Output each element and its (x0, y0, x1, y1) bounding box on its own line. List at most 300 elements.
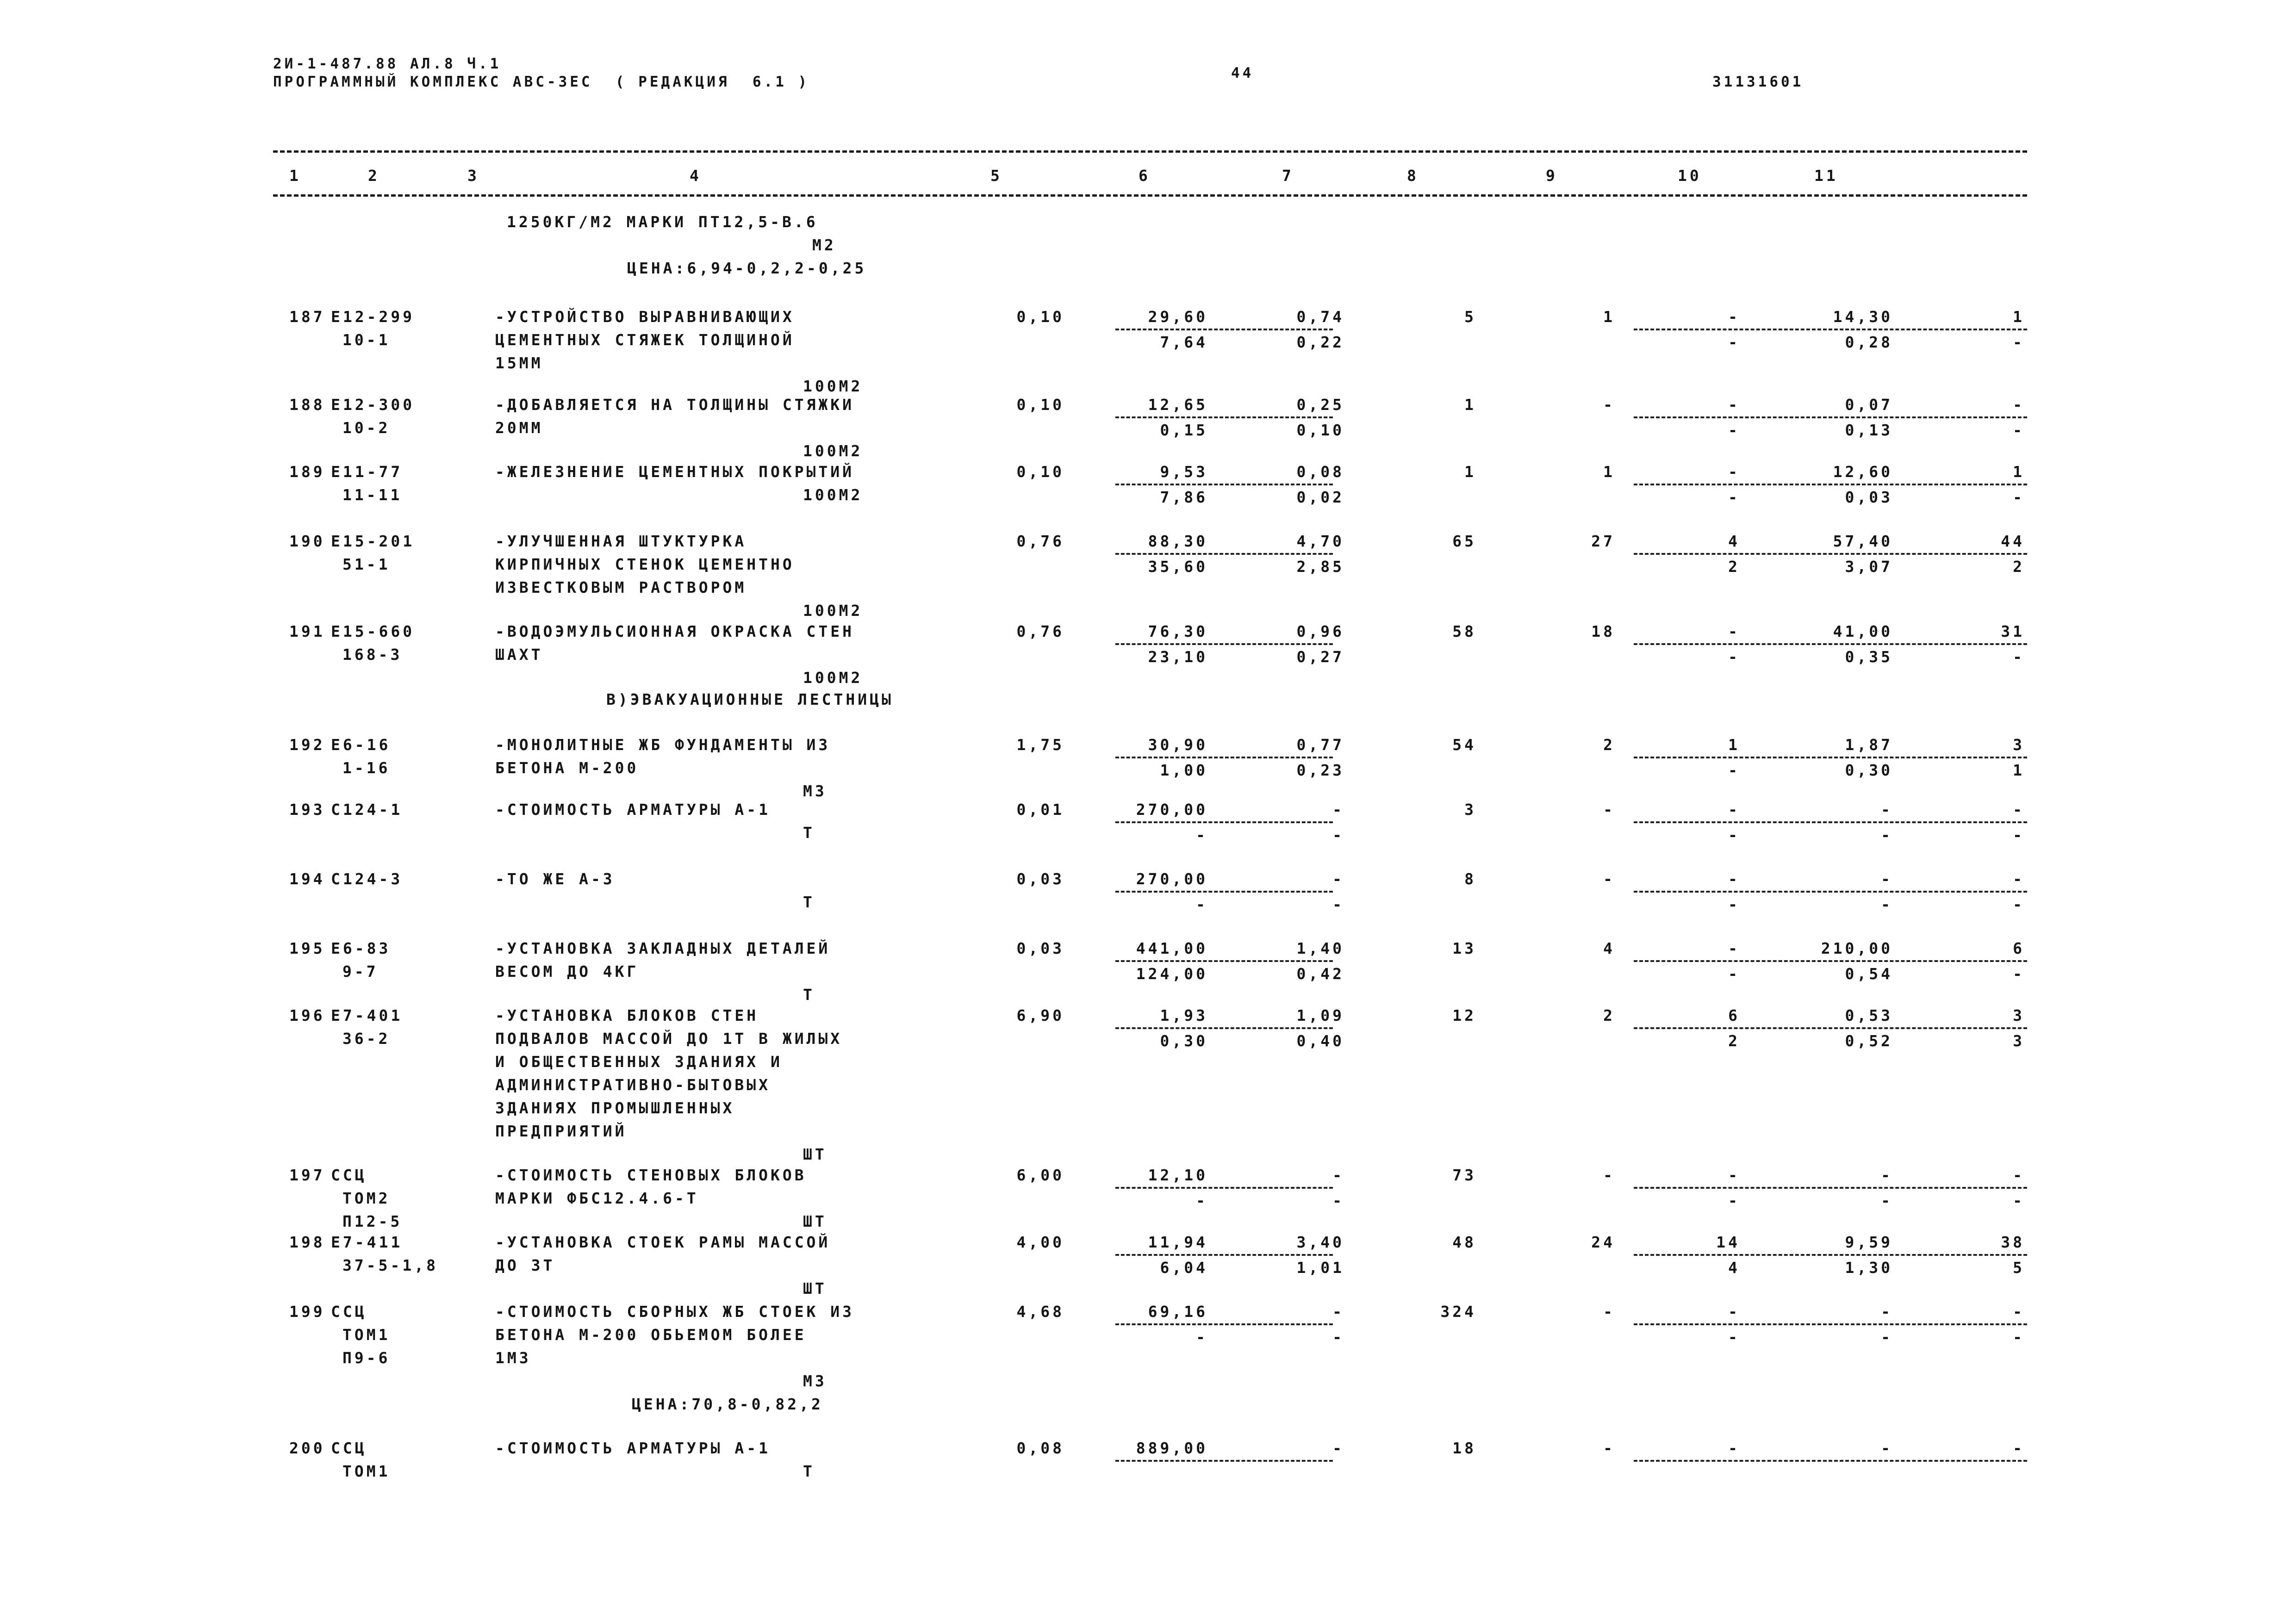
cell-unit-cost-lower: - (1196, 826, 1208, 844)
value-separator-rule (1115, 1323, 1333, 1325)
cell-unit-cost-lower: - (1196, 1328, 1208, 1346)
row-description-line: -ТО ЖЕ А-3 (495, 870, 615, 888)
row-code-sub: 1-16 (342, 759, 391, 777)
cell-quantity: 0,10 (1016, 308, 1064, 326)
cell-labour-unit-lower: 0,35 (1845, 648, 1893, 666)
row-description-line: -СТОИМОСТЬ СТЕНОВЫХ БЛОКОВ (495, 1166, 807, 1184)
cell-machine-wages: 4 (1728, 532, 1740, 550)
row-code-sub: 11-11 (342, 486, 403, 504)
cell-labour-total: 44 (2001, 532, 2025, 550)
value-separator-rule (1634, 1460, 2027, 1462)
cell-machine-wages: - (1728, 801, 1740, 819)
row-unit: М3 (803, 782, 827, 800)
row-code-sub: 51-1 (342, 555, 391, 573)
cell-labour-unit: 0,53 (1845, 1006, 1893, 1024)
cell-unit-cost: 88,30 (1148, 532, 1208, 550)
doc-header-line1: 2И-1-487.88 АЛ.8 Ч.1 (273, 56, 502, 72)
row-number: 189 (289, 463, 325, 481)
row-description-line: 15ММ (495, 354, 543, 372)
row-code: Е15-660 (331, 622, 415, 640)
cell-total-cost: 65 (1452, 532, 1476, 550)
cell-machine-wages-lower: - (1728, 826, 1740, 844)
row-number: 199 (289, 1303, 325, 1321)
value-separator-rule (1634, 1027, 2027, 1029)
cell-labour-unit: 1,87 (1845, 736, 1893, 754)
cell-machine-wages-lower: - (1728, 965, 1740, 983)
value-separator-rule (1634, 1254, 2027, 1256)
cell-quantity: 0,03 (1016, 870, 1064, 888)
row-number: 195 (289, 939, 325, 957)
cell-wage-cost: 3,40 (1296, 1233, 1344, 1251)
cell-unit-cost: 441,00 (1136, 939, 1208, 957)
cell-wage-cost: - (1332, 1166, 1344, 1184)
cell-machine-wages-lower: 4 (1728, 1259, 1740, 1277)
row-description-line: -УСТАНОВКА БЛОКОВ СТЕН (495, 1006, 759, 1024)
cell-labour-total-lower: - (2013, 421, 2025, 439)
cell-total-cost: 5 (1464, 308, 1476, 326)
cell-labour-total: 3 (2013, 736, 2025, 754)
cell-wage-cost: - (1332, 1439, 1344, 1457)
value-separator-rule (1115, 891, 1333, 893)
cell-labour-unit-lower: 0,03 (1845, 488, 1893, 506)
row-code: Е6-16 (331, 736, 391, 754)
value-separator-rule (1634, 821, 2027, 823)
cell-machine-wages: - (1728, 1166, 1740, 1184)
row-description-line: ПОДВАЛОВ МАССОЙ ДО 1Т В ЖИЛЫХ (495, 1030, 843, 1048)
row-description-line: ДО 3Т (495, 1256, 555, 1274)
cell-wage-cost-lower: 0,40 (1296, 1032, 1344, 1050)
row-price-note: ЦЕНА:70,8-0,82,2 (632, 1395, 823, 1413)
cell-unit-cost: 270,00 (1136, 870, 1208, 888)
cell-labour-total-lower: - (2013, 333, 2025, 351)
row-description-line: ВЕСОМ ДО 4КГ (495, 962, 639, 981)
row-description-line: -ВОДОЭМУЛЬСИОННАЯ ОКРАСКА СТЕН (495, 622, 855, 640)
row-unit: ШТ (803, 1279, 827, 1297)
cell-machine-wages: - (1728, 396, 1740, 414)
cell-labour-total-lower: - (2013, 895, 2025, 913)
cell-unit-cost: 11,94 (1148, 1233, 1208, 1251)
value-separator-rule (1115, 416, 1333, 418)
cell-unit-cost: 12,10 (1148, 1166, 1208, 1184)
row-unit: Т (803, 1462, 815, 1480)
cell-wages-total: 1 (1603, 463, 1615, 481)
cell-machine-wages: - (1728, 463, 1740, 481)
row-number: 190 (289, 532, 325, 550)
cell-unit-cost: 270,00 (1136, 801, 1208, 819)
cell-labour-unit: - (1881, 870, 1893, 888)
value-separator-rule (1115, 1187, 1333, 1189)
header-bottom-rule (273, 194, 2027, 197)
cell-labour-unit-lower: 0,54 (1845, 965, 1893, 983)
cell-unit-cost: 12,65 (1148, 396, 1208, 414)
cell-quantity: 4,00 (1016, 1233, 1064, 1251)
cell-labour-unit-lower: 0,30 (1845, 761, 1893, 779)
cell-labour-unit: 14,30 (1833, 308, 1893, 326)
cell-total-cost: 1 (1464, 463, 1476, 481)
value-separator-rule (1634, 757, 2027, 758)
value-separator-rule (1634, 960, 2027, 962)
value-separator-rule (1634, 891, 2027, 893)
cell-total-cost: 12 (1452, 1006, 1476, 1024)
cell-labour-total-lower: - (2013, 965, 2025, 983)
cell-machine-wages-lower: - (1728, 1192, 1740, 1210)
row-description-line: КИРПИЧНЫХ СТЕНОК ЦЕМЕНТНО (495, 555, 795, 573)
cell-labour-total: 1 (2013, 463, 2025, 481)
cell-wage-cost: - (1332, 1303, 1344, 1321)
row-description-line: 1М3 (495, 1349, 531, 1367)
cell-labour-unit: - (1881, 1303, 1893, 1321)
row-number: 187 (289, 308, 325, 326)
row-code: Е11-77 (331, 463, 403, 481)
cell-wage-cost: 0,74 (1296, 308, 1344, 326)
cell-quantity: 0,08 (1016, 1439, 1064, 1457)
cell-labour-total-lower: - (2013, 1328, 2025, 1346)
cell-labour-total: - (2013, 1303, 2025, 1321)
cell-machine-wages-lower: - (1728, 761, 1740, 779)
row-description-line: -ЖЕЛЕЗНЕНИЕ ЦЕМЕНТНЫХ ПОКРЫТИЙ (495, 463, 855, 481)
cell-quantity: 0,76 (1016, 622, 1064, 640)
cell-unit-cost-lower: 0,30 (1160, 1032, 1208, 1050)
cell-wages-total: 27 (1591, 532, 1615, 550)
row-unit: 100М2 (803, 602, 863, 620)
row-unit: ШТ (803, 1145, 827, 1163)
row-description-line: АДМИНИСТРАТИВНО-БЫТОВЫХ (495, 1076, 771, 1094)
cell-wage-cost-lower: 0,27 (1296, 648, 1344, 666)
cell-labour-total-lower: 5 (2013, 1259, 2025, 1277)
cell-total-cost: 13 (1452, 939, 1476, 957)
intro-unit: М2 (812, 236, 836, 254)
cell-labour-unit: - (1881, 801, 1893, 819)
cell-total-cost: 54 (1452, 736, 1476, 754)
row-code: ССЦ (331, 1303, 367, 1321)
cell-wage-cost-lower: - (1332, 826, 1344, 844)
row-number: 194 (289, 870, 325, 888)
cell-total-cost: 3 (1464, 801, 1476, 819)
cell-unit-cost-lower: - (1196, 1192, 1208, 1210)
cell-total-cost: 18 (1452, 1439, 1476, 1457)
cell-wage-cost-lower: - (1332, 1328, 1344, 1346)
cell-machine-wages-lower: 2 (1728, 1032, 1740, 1050)
row-code-sub: 36-2 (342, 1030, 391, 1048)
cell-unit-cost-lower: 124,00 (1136, 965, 1208, 983)
cell-wages-total: 2 (1603, 1006, 1615, 1024)
row-code: С124-3 (331, 870, 403, 888)
row-code-sub: 9-7 (342, 962, 379, 981)
intro-line: 1250КГ/М2 МАРКИ ПТ12,5-В.6 (507, 213, 818, 231)
cell-wage-cost: 0,08 (1296, 463, 1344, 481)
cell-wages-total: - (1603, 1439, 1615, 1457)
cell-machine-wages: 6 (1728, 1006, 1740, 1024)
cell-labour-unit: 0,07 (1845, 396, 1893, 414)
cell-labour-total-lower: 3 (2013, 1032, 2025, 1050)
cell-wage-cost-lower: 0,02 (1296, 488, 1344, 506)
row-code: С124-1 (331, 801, 403, 819)
cell-labour-total: 31 (2001, 622, 2025, 640)
cell-machine-wages: 14 (1716, 1233, 1740, 1251)
cell-quantity: 0,10 (1016, 396, 1064, 414)
value-separator-rule (1115, 643, 1333, 645)
cell-unit-cost: 889,00 (1136, 1439, 1208, 1457)
row-code: Е6-83 (331, 939, 391, 957)
value-separator-rule (1115, 1027, 1333, 1029)
row-description-line: -УСТАНОВКА СТОЕК РАМЫ МАССОЙ (495, 1233, 831, 1251)
cell-unit-cost: 76,30 (1148, 622, 1208, 640)
row-code: Е12-300 (331, 396, 415, 414)
row-description-line: -СТОИМОСТЬ АРМАТУРЫ А-1 (495, 1439, 771, 1457)
row-code: ССЦ (331, 1439, 367, 1457)
row-description-line: -СТОИМОСТЬ АРМАТУРЫ А-1 (495, 801, 771, 819)
cell-machine-wages: - (1728, 1303, 1740, 1321)
cell-labour-unit: - (1881, 1166, 1893, 1184)
cell-labour-total: - (2013, 801, 2025, 819)
row-description-line: -МОНОЛИТНЫЕ ЖБ ФУНДАМЕНТЫ ИЗ (495, 736, 831, 754)
doc-code: 31131601 (1712, 74, 1804, 90)
row-code-sub: 168-3 (342, 646, 403, 664)
doc-header-line2: ПРОГРАММНЫЙ КОМПЛЕКС АВС-ЗЕС ( РЕДАКЦИЯ 6.1 ) (273, 74, 810, 90)
row-code: Е12-299 (331, 308, 415, 326)
row-description-line: -УСТРОЙСТВО ВЫРАВНИВАЮЩИХ (495, 308, 795, 326)
cell-machine-wages: - (1728, 308, 1740, 326)
cell-labour-total: 38 (2001, 1233, 2025, 1251)
cell-quantity: 4,68 (1016, 1303, 1064, 1321)
cell-wage-cost-lower: 1,01 (1296, 1259, 1344, 1277)
value-separator-rule (1115, 1460, 1333, 1462)
cell-wage-cost-lower: 0,23 (1296, 761, 1344, 779)
cell-quantity: 0,76 (1016, 532, 1064, 550)
row-description-line: ПРЕДПРИЯТИЙ (495, 1122, 627, 1140)
cell-total-cost: 1 (1464, 396, 1476, 414)
row-unit: 100М2 (803, 486, 863, 504)
row-code-sub: ТОМ1 (342, 1326, 391, 1344)
cell-labour-total: - (2013, 870, 2025, 888)
cell-labour-unit: 57,40 (1833, 532, 1893, 550)
cell-labour-total: 6 (2013, 939, 2025, 957)
cell-machine-wages: - (1728, 939, 1740, 957)
cell-labour-unit-lower: 3,07 (1845, 558, 1893, 576)
cell-total-cost: 324 (1440, 1303, 1476, 1321)
row-description-line: ШАХТ (495, 646, 543, 664)
cell-labour-unit: 9,59 (1845, 1233, 1893, 1251)
cell-labour-total-lower: - (2013, 648, 2025, 666)
cell-wage-cost-lower: - (1332, 1192, 1344, 1210)
row-number: 198 (289, 1233, 325, 1251)
cell-labour-total: 1 (2013, 308, 2025, 326)
page-number: 44 (1231, 65, 1254, 81)
cell-wage-cost: 1,40 (1296, 939, 1344, 957)
cell-unit-cost-lower: 7,64 (1160, 333, 1208, 351)
cell-labour-unit-lower: 1,30 (1845, 1259, 1893, 1277)
cell-machine-wages-lower: - (1728, 1328, 1740, 1346)
cell-quantity: 1,75 (1016, 736, 1064, 754)
cell-labour-unit-lower: - (1881, 895, 1893, 913)
cell-machine-wages: - (1728, 870, 1740, 888)
cell-machine-wages-lower: 2 (1728, 558, 1740, 576)
row-description-line: -СТОИМОСТЬ СБОРНЫХ ЖБ СТОЕК ИЗ (495, 1303, 855, 1321)
cell-unit-cost: 29,60 (1148, 308, 1208, 326)
cell-labour-total-lower: - (2013, 488, 2025, 506)
cell-labour-unit: 12,60 (1833, 463, 1893, 481)
cell-labour-unit: - (1881, 1439, 1893, 1457)
row-description-line: ЦЕМЕНТНЫХ СТЯЖЕК ТОЛЩИНОЙ (495, 331, 795, 349)
cell-unit-cost: 9,53 (1160, 463, 1208, 481)
cell-machine-wages-lower: - (1728, 333, 1740, 351)
cell-wage-cost: 0,77 (1296, 736, 1344, 754)
row-number: 192 (289, 736, 325, 754)
cell-labour-unit-lower: 0,13 (1845, 421, 1893, 439)
cell-wage-cost-lower: 0,10 (1296, 421, 1344, 439)
row-unit: ШТ (803, 1212, 827, 1230)
cell-wage-cost: - (1332, 870, 1344, 888)
cell-labour-total-lower: 1 (2013, 761, 2025, 779)
row-number: 193 (289, 801, 325, 819)
column-number-11: 11 (1814, 167, 1838, 185)
cell-unit-cost-lower: 6,04 (1160, 1259, 1208, 1277)
row-code-sub2: П12-5 (342, 1212, 403, 1230)
row-unit: Т (803, 986, 815, 1004)
cell-wages-total: 24 (1591, 1233, 1615, 1251)
value-separator-rule (1634, 329, 2027, 330)
cell-labour-unit-lower: - (1881, 1192, 1893, 1210)
row-description-line: -ДОБАВЛЯЕТСЯ НА ТОЛЩИНЫ СТЯЖКИ (495, 396, 855, 414)
cell-wage-cost: 0,96 (1296, 622, 1344, 640)
cell-quantity: 0,01 (1016, 801, 1064, 819)
value-separator-rule (1115, 960, 1333, 962)
cell-machine-wages-lower: - (1728, 421, 1740, 439)
column-number-3: 3 (467, 167, 479, 185)
row-code-sub: ТОМ2 (342, 1189, 391, 1207)
cell-wage-cost: 0,25 (1296, 396, 1344, 414)
value-separator-rule (1115, 757, 1333, 758)
column-number-10: 10 (1678, 167, 1702, 185)
row-number: 200 (289, 1439, 325, 1457)
cell-wages-total: - (1603, 1166, 1615, 1184)
cell-wages-total: - (1603, 1303, 1615, 1321)
cell-labour-unit: 41,00 (1833, 622, 1893, 640)
cell-wages-total: 1 (1603, 308, 1615, 326)
cell-wages-total: 18 (1591, 622, 1615, 640)
row-description-line: МАРКИ ФБС12.4.6-Т (495, 1189, 699, 1207)
row-unit: 100М2 (803, 669, 863, 687)
cell-wages-total: 2 (1603, 736, 1615, 754)
column-number-9: 9 (1546, 167, 1558, 185)
cell-machine-wages-lower: - (1728, 895, 1740, 913)
cell-labour-total-lower: - (2013, 826, 2025, 844)
cell-labour-unit-lower: 0,28 (1845, 333, 1893, 351)
cell-total-cost: 48 (1452, 1233, 1476, 1251)
cell-unit-cost: 1,93 (1160, 1006, 1208, 1024)
value-separator-rule (1634, 643, 2027, 645)
cell-unit-cost-lower: - (1196, 895, 1208, 913)
row-description-line: ЗДАНИЯХ ПРОМЫШЛЕННЫХ (495, 1099, 735, 1117)
column-number-2: 2 (368, 167, 380, 185)
cell-labour-unit-lower: - (1881, 1328, 1893, 1346)
cell-wage-cost-lower: 0,22 (1296, 333, 1344, 351)
value-separator-rule (1634, 553, 2027, 555)
cell-wages-total: - (1603, 396, 1615, 414)
cell-unit-cost-lower: 35,60 (1148, 558, 1208, 576)
section-heading: В)ЭВАКУАЦИОННЫЕ ЛЕСТНИЦЫ (606, 690, 894, 708)
column-number-7: 7 (1282, 167, 1294, 185)
cell-wages-total: - (1603, 870, 1615, 888)
value-separator-rule (1115, 484, 1333, 485)
cell-unit-cost: 30,90 (1148, 736, 1208, 754)
row-code-sub: 10-2 (342, 419, 391, 437)
row-unit: Т (803, 893, 815, 911)
cell-unit-cost-lower: 0,15 (1160, 421, 1208, 439)
row-description-line: И ОБЩЕСТВЕННЫХ ЗДАНИЯХ И (495, 1053, 783, 1071)
row-description-line: БЕТОНА М-200 ОБЬЕМОМ БОЛЕЕ (495, 1326, 807, 1344)
cell-machine-wages-lower: - (1728, 488, 1740, 506)
row-code: ССЦ (331, 1166, 367, 1184)
cell-wage-cost: 1,09 (1296, 1006, 1344, 1024)
row-number: 188 (289, 396, 325, 414)
row-code: Е15-201 (331, 532, 415, 550)
cell-machine-wages: - (1728, 1439, 1740, 1457)
row-code-sub: 10-1 (342, 331, 391, 349)
cell-unit-cost-lower: 1,00 (1160, 761, 1208, 779)
column-number-1: 1 (289, 167, 301, 185)
intro-price: ЦЕНА:6,94-0,2,2-0,25 (627, 259, 867, 277)
cell-machine-wages-lower: - (1728, 648, 1740, 666)
value-separator-rule (1634, 1187, 2027, 1189)
row-description-line: -УЛУЧШЕННАЯ ШТУКТУРКА (495, 532, 747, 550)
cell-wage-cost-lower: 2,85 (1296, 558, 1344, 576)
cell-labour-unit-lower: - (1881, 826, 1893, 844)
value-separator-rule (1115, 1254, 1333, 1256)
row-code: Е7-401 (331, 1006, 403, 1024)
cell-machine-wages: 1 (1728, 736, 1740, 754)
row-unit: 100М2 (803, 442, 863, 460)
value-separator-rule (1634, 416, 2027, 418)
cell-unit-cost-lower: 7,86 (1160, 488, 1208, 506)
cell-wage-cost: - (1332, 801, 1344, 819)
cell-labour-unit: 210,00 (1821, 939, 1893, 957)
value-separator-rule (1634, 1323, 2027, 1325)
row-description-line: БЕТОНА М-200 (495, 759, 639, 777)
cell-unit-cost-lower: 23,10 (1148, 648, 1208, 666)
row-code-sub2: П9-6 (342, 1349, 391, 1367)
cell-quantity: 0,10 (1016, 463, 1064, 481)
row-number: 191 (289, 622, 325, 640)
cell-quantity: 6,90 (1016, 1006, 1064, 1024)
column-number-8: 8 (1407, 167, 1419, 185)
value-separator-rule (1634, 484, 2027, 485)
cell-labour-total-lower: 2 (2013, 558, 2025, 576)
cell-labour-total: - (2013, 1166, 2025, 1184)
cell-labour-unit-lower: 0,52 (1845, 1032, 1893, 1050)
cell-wage-cost: 4,70 (1296, 532, 1344, 550)
column-number-4: 4 (690, 167, 702, 185)
cell-quantity: 6,00 (1016, 1166, 1064, 1184)
cell-unit-cost: 69,16 (1148, 1303, 1208, 1321)
cell-labour-total-lower: - (2013, 1192, 2025, 1210)
cell-machine-wages: - (1728, 622, 1740, 640)
cell-labour-total: - (2013, 396, 2025, 414)
column-number-6: 6 (1139, 167, 1151, 185)
row-code: Е7-411 (331, 1233, 403, 1251)
value-separator-rule (1115, 553, 1333, 555)
row-number: 197 (289, 1166, 325, 1184)
row-unit: Т (803, 824, 815, 842)
row-code-sub: ТОМ1 (342, 1462, 391, 1480)
cell-wage-cost-lower: - (1332, 895, 1344, 913)
row-description-line: -УСТАНОВКА ЗАКЛАДНЫХ ДЕТАЛЕЙ (495, 939, 831, 957)
row-code-sub: 37-5-1,8 (342, 1256, 438, 1274)
cell-wages-total: 4 (1603, 939, 1615, 957)
value-separator-rule (1115, 329, 1333, 330)
cell-wages-total: - (1603, 801, 1615, 819)
cell-total-cost: 58 (1452, 622, 1476, 640)
